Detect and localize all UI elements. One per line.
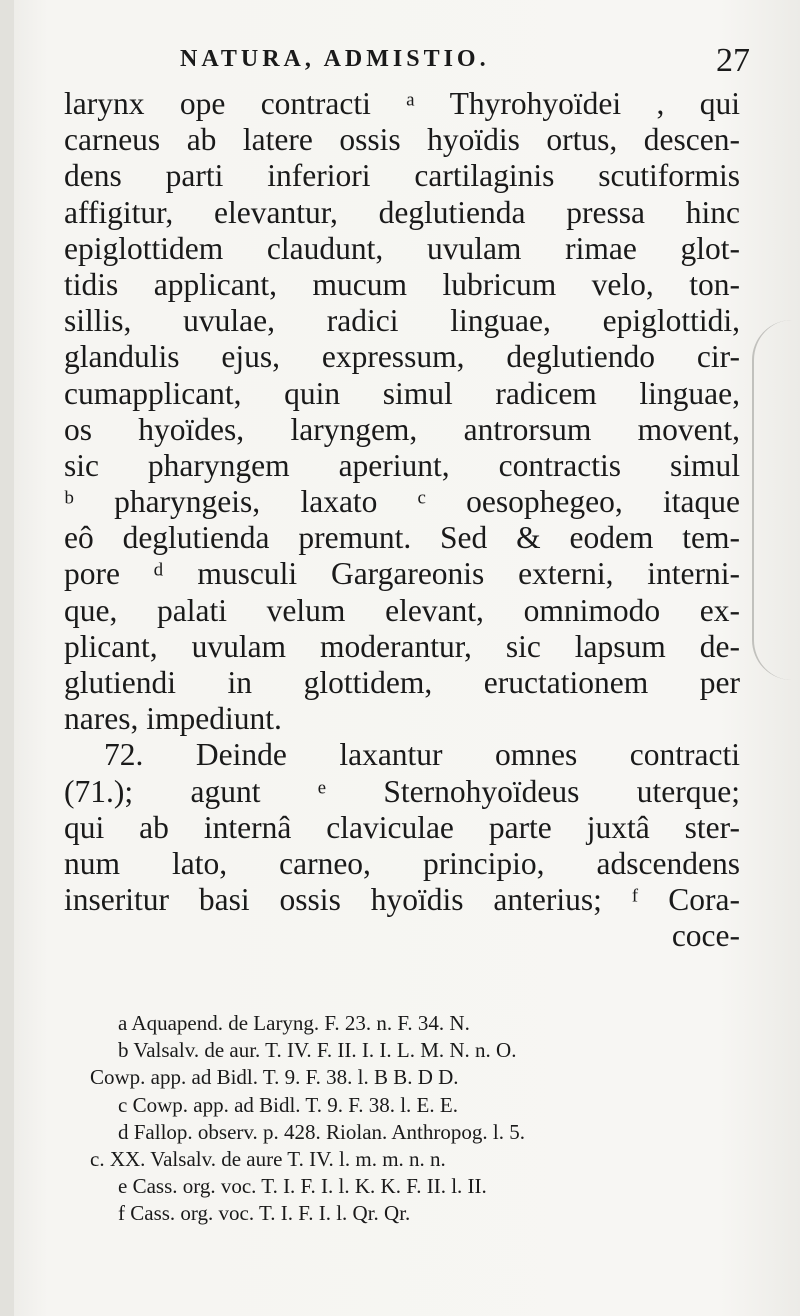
text-line: epiglottidem claudunt, uvulam rimae glot-: [64, 230, 740, 266]
margin-pencil-mark: [752, 320, 794, 680]
footnote-d-continued: c. XX. Valsalv. de aure T. IV. l. m. m. n. n.: [90, 1146, 446, 1171]
text-line: que, palati velum elevant, omnimodo ex-: [64, 592, 740, 628]
text-line: eô deglutienda premunt. Sed & eodem tem-: [64, 520, 740, 556]
text-line: (71.); agunt ᵉ Sternohyoïdeus uterque;: [64, 773, 740, 809]
running-title: NATURA, ADMISTIO.: [180, 46, 490, 72]
footnote-f: f Cass. org. voc. T. I. F. I. l. Qr. Qr.: [118, 1201, 411, 1226]
text-line: glandulis ejus, expressum, deglutiendo cir-: [64, 339, 740, 375]
text-line: num lato, carneo, principio, adscendens: [64, 845, 740, 881]
text-line: plicant, uvulam moderantur, sic lapsum de-: [64, 628, 740, 664]
gutter-shadow: [0, 0, 14, 1316]
running-head: [60, 42, 750, 82]
footnotes: [90, 1010, 750, 1228]
text-line: larynx ope contracti ᵃ Thyrohyoïdei , qui: [64, 86, 740, 121]
text-line: pore ᵈ musculi Gargareonis externi, interni-: [64, 556, 740, 592]
footnote-b: b Valsalv. de aur. T. IV. F. II. I. I. L. M. N. n. O.: [118, 1038, 517, 1063]
text-line: cumapplicant, quin simul radicem linguae,: [64, 375, 740, 411]
catchword: coce-: [671, 918, 740, 954]
body-text: [64, 86, 740, 955]
footnote-b-continued: Cowp. app. ad Bidl. T. 9. F. 38. l. B B. D D.: [90, 1065, 459, 1090]
footnote-e: e Cass. org. voc. T. I. F. I. l. K. K. F. II. l. II.: [118, 1174, 487, 1199]
text-line: affigitur, elevantur, deglutienda pressa hinc: [64, 194, 740, 230]
text-line: nares, impediunt.: [64, 701, 282, 737]
text-line: sillis, uvulae, radici linguae, epiglottidi,: [64, 303, 740, 339]
footnote-d: d Fallop. observ. p. 428. Riolan. Anthropog. l. 5.: [118, 1119, 525, 1144]
page-number: 27: [716, 42, 750, 79]
footnote-a: a Aquapend. de Laryng. F. 23. n. F. 34. N.: [118, 1011, 470, 1035]
text-line: inseritur basi ossis hyoïdis anterius; ᶠ Cora-: [64, 882, 740, 918]
text-line: carneus ab latere ossis hyoïdis ortus, descen-: [64, 122, 740, 158]
text-line: dens parti inferiori cartilaginis scutiformis: [64, 158, 740, 194]
text-line: sic pharyngem aperiunt, contractis simul: [64, 447, 740, 483]
text-line: os hyoïdes, laryngem, antrorsum movent,: [64, 411, 740, 447]
text-line: glutiendi in glottidem, eructationem per: [64, 665, 740, 700]
text-line: tidis applicant, mucum lubricum velo, ton-: [64, 266, 740, 302]
text-line: ᵇ pharyngeis, laxato ᶜ oesophegeo, itaque: [64, 484, 740, 520]
section-72-line: 72. Deinde laxantur omnes contracti: [104, 737, 740, 773]
footnote-c: c Cowp. app. ad Bidl. T. 9. F. 38. l. E. E.: [118, 1092, 458, 1117]
text-line: qui ab internâ claviculae parte juxtâ ster-: [64, 809, 740, 845]
